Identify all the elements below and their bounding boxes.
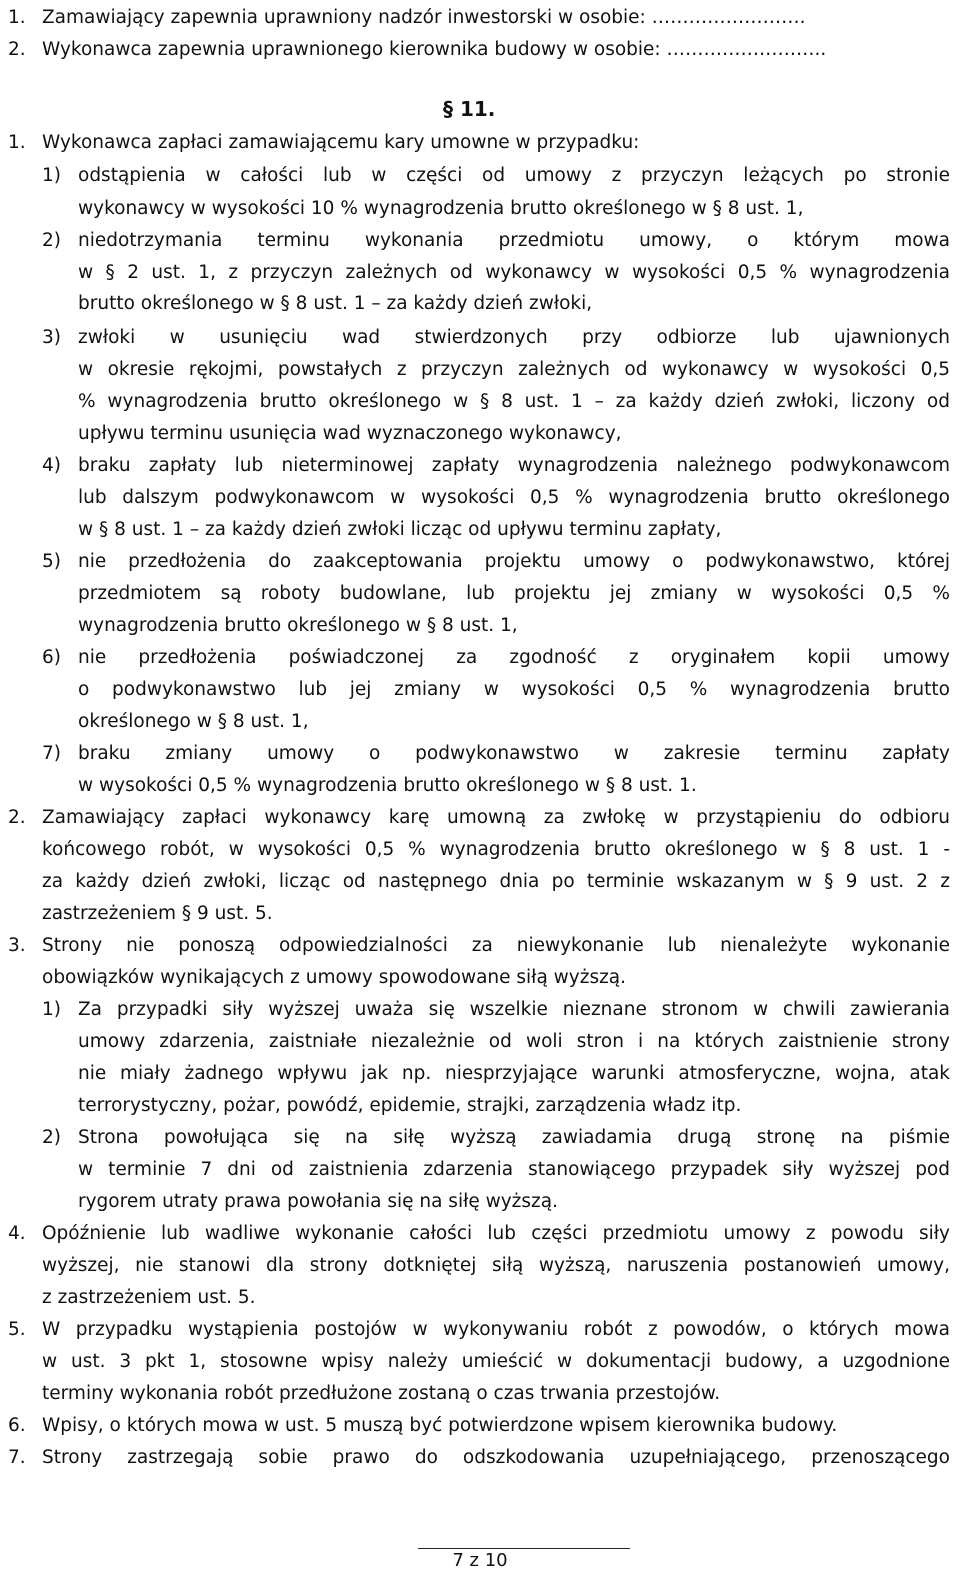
list-item-line: obowiązków wynikających z umowy spowodowane siłą wyższą. <box>42 967 627 988</box>
sub-item-line: upływu terminu usunięcia wad wyznaczonego wykonawcy, <box>78 423 622 444</box>
sub-item-number: 2) <box>42 230 61 251</box>
sub-item-line: braku zapłaty lub nieterminowej zapłaty wynagrodzenia należnego podwykonawcom <box>78 455 950 476</box>
list-item-line: w ust. 3 pkt 1, stosowne wpisy należy umieścić w dokumentacji budowy, a uzgodnione <box>42 1351 950 1372</box>
page-number: 7 z 10 <box>452 1550 508 1571</box>
list-number: 2. <box>8 807 26 828</box>
sub-item-line: niedotrzymania terminu wykonania przedmiotu umowy, o którym mowa <box>78 230 950 251</box>
section-heading <box>443 96 495 122</box>
sub-item-line: Strona powołująca się na siłę wyższą zawiadamia drugą stronę na piśmie <box>78 1127 950 1148</box>
list-number: 3. <box>8 935 26 956</box>
list-item-text: Wykonawca zapłaci zamawiającemu kary umowne w przypadku: <box>42 132 640 153</box>
sub-item-line: rygorem utraty prawa powołania się na siłę wyższą. <box>78 1191 558 1212</box>
sub-item-number: 3) <box>42 327 61 348</box>
sub-item-number: 1) <box>42 165 61 186</box>
sub-item-number: 4) <box>42 455 61 476</box>
sub-item-line: nie przedłożenia do zaakceptowania projektu umowy o podwykonawstwo, której <box>78 551 950 572</box>
sub-item-number: 5) <box>42 551 61 572</box>
list-item-line: z zastrzeżeniem ust. 5. <box>42 1287 256 1308</box>
sub-item-line: w § 8 ust. 1 – za każdy dzień zwłoki licząc od upływu terminu zapłaty, <box>78 519 722 540</box>
sub-item-line: terrorystyczny, pożar, powódź, epidemie, strajki, zarządzenia władz itp. <box>78 1095 742 1116</box>
list-item-text: Wykonawca zapewnia uprawnionego kierownika budowy w osobie: …………………….. <box>42 39 827 60</box>
sub-item-line: % wynagrodzenia brutto określonego w § 8 ust. 1 – za każdy dzień zwłoki, liczony od <box>78 391 950 412</box>
list-number: 1. <box>8 132 26 153</box>
list-item-line: Opóźnienie lub wadliwe wykonanie całości lub części przedmiotu umowy z powodu siły <box>42 1223 950 1244</box>
sub-item-line: brutto określonego w § 8 ust. 1 – za każdy dzień zwłoki, <box>78 293 593 314</box>
list-number: 5. <box>8 1319 26 1340</box>
section-number: 11. <box>459 97 496 121</box>
list-item-line: za każdy dzień zwłoki, licząc od następnego dnia po terminie wskazanym w § 9 ust. 2 z <box>42 871 950 892</box>
list-number: 6. <box>8 1415 26 1436</box>
sub-item-line: Za przypadki siły wyższej uważa się wszelkie nieznane stronom w chwili zawierania <box>78 999 950 1020</box>
list-number: 7. <box>8 1447 26 1468</box>
sub-item-number: 6) <box>42 647 61 668</box>
sub-item-line: określonego w § 8 ust. 1, <box>78 711 309 732</box>
list-item-line: Strony zastrzegają sobie prawo do odszkodowania uzupełniającego, przenoszącego <box>42 1447 950 1468</box>
list-item-line: Wpisy, o których mowa w ust. 5 muszą być potwierdzone wpisem kierownika budowy. <box>42 1415 838 1436</box>
sub-item-line: odstąpienia w całości lub w części od umowy z przyczyn leżących po stronie <box>78 165 950 186</box>
list-item-text: Zamawiający zapewnia uprawniony nadzór inwestorski w osobie: ……………………. <box>42 7 806 28</box>
list-item-line: terminy wykonania robót przedłużone zostaną o czas trwania przestojów. <box>42 1383 721 1404</box>
list-item-line: W przypadku wystąpienia postojów w wykonywaniu robót z powodów, o których mowa <box>42 1319 950 1340</box>
sub-item-line: nie miały żadnego wpływu jak np. niesprzyjające warunki atmosferyczne, wojna, atak <box>78 1063 950 1084</box>
sub-item-number: 1) <box>42 999 61 1020</box>
list-item-line: Strony nie ponoszą odpowiedzialności za niewykonanie lub nienależyte wykonanie <box>42 935 950 956</box>
list-item-line: Zamawiający zapłaci wykonawcy karę umowną za zwłokę w przystąpieniu do odbioru <box>42 807 950 828</box>
sub-item-line: wykonawcy w wysokości 10 % wynagrodzenia brutto określonego w § 8 ust. 1, <box>78 198 804 219</box>
list-number: 4. <box>8 1223 26 1244</box>
list-item-line: wyższej, nie stanowi dla strony dotkniętej siłą wyższą, naruszenia postanowień umowy, <box>42 1255 950 1276</box>
list-item-line: zastrzeżeniem § 9 ust. 5. <box>42 903 273 924</box>
footer-divider <box>418 1548 630 1549</box>
sub-item-line: umowy zdarzenia, zaistniałe niezależnie od woli stron i na których zaistnienie strony <box>78 1031 950 1052</box>
sub-item-line: lub dalszym podwykonawcom w wysokości 0,5 % wynagrodzenia brutto określonego <box>78 487 950 508</box>
sub-item-line: o podwykonawstwo lub jej zmiany w wysokości 0,5 % wynagrodzenia brutto <box>78 679 950 700</box>
section-symbol: § <box>443 97 453 121</box>
sub-item-line: braku zmiany umowy o podwykonawstwo w zakresie terminu zapłaty <box>78 743 950 764</box>
sub-item-line: zwłoki w usunięciu wad stwierdzonych przy odbiorze lub ujawnionych <box>78 327 950 348</box>
sub-item-number: 2) <box>42 1127 61 1148</box>
sub-item-line: w okresie rękojmi, powstałych z przyczyn zależnych od wykonawcy w wysokości 0,5 <box>78 359 950 380</box>
list-item-line: końcowego robót, w wysokości 0,5 % wynagrodzenia brutto określonego w § 8 ust. 1 - <box>42 839 950 860</box>
sub-item-line: w § 2 ust. 1, z przyczyn zależnych od wykonawcy w wysokości 0,5 % wynagrodzenia <box>78 262 950 283</box>
sub-item-line: przedmiotem są roboty budowlane, lub projektu jej zmiany w wysokości 0,5 % <box>78 583 950 604</box>
sub-item-line: w terminie 7 dni od zaistnienia zdarzenia stanowiącego przypadek siły wyższej pod <box>78 1159 950 1180</box>
sub-item-line: wynagrodzenia brutto określonego w § 8 ust. 1, <box>78 615 518 636</box>
sub-item-line: w wysokości 0,5 % wynagrodzenia brutto określonego w § 8 ust. 1. <box>78 775 697 796</box>
list-number: 2. <box>8 39 26 60</box>
list-number: 1. <box>8 7 26 28</box>
sub-item-line: nie przedłożenia poświadczonej za zgodność z oryginałem kopii umowy <box>78 647 950 668</box>
sub-item-number: 7) <box>42 743 61 764</box>
